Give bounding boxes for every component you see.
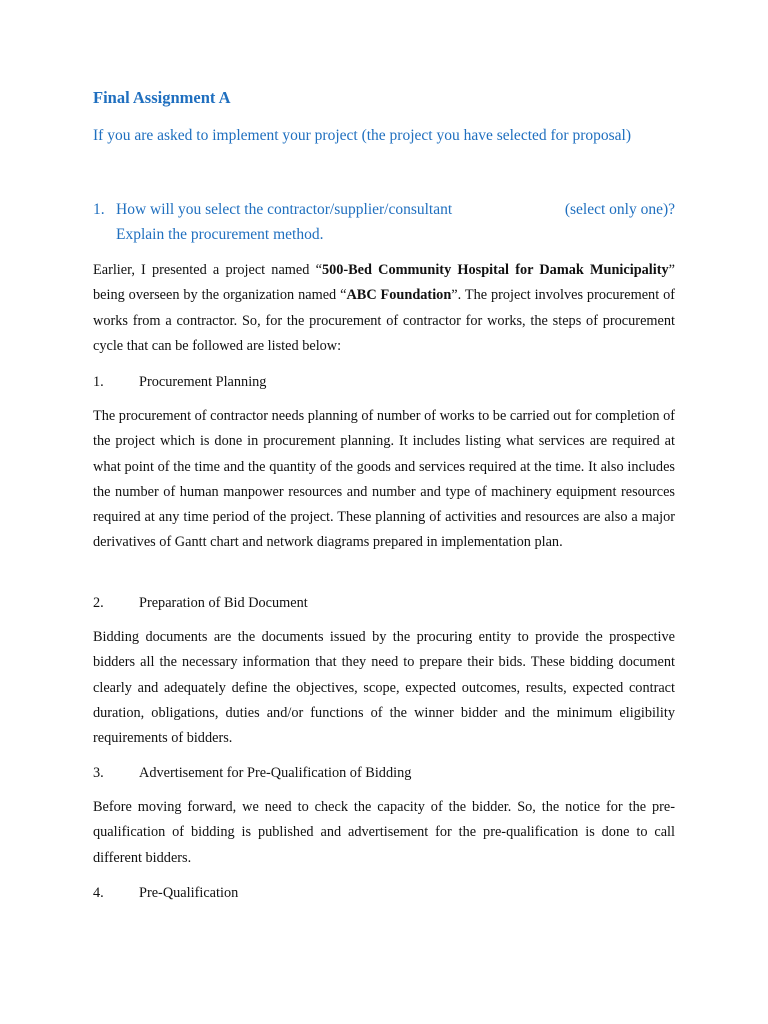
question-line-2: Explain the procurement method. xyxy=(116,226,324,243)
question-line-1-right: (select only one)? xyxy=(564,201,675,218)
step-number: 2. xyxy=(93,595,104,611)
step-heading-2 xyxy=(93,592,308,614)
step-title: Advertisement for Pre-Qualification of Bidding xyxy=(139,765,412,781)
step-heading-1 xyxy=(93,371,266,393)
intro-text-2: ” being overseen by the organization named “ xyxy=(93,262,676,304)
question-1 xyxy=(93,197,675,247)
step-body-3: Before moving forward, we need to check the capacity of the bidder. So, the notice for the pre-qualification of bidding is published and advertisement for the pre-qualification is done to call different bidders. xyxy=(93,799,675,866)
document-title: Final Assignment A xyxy=(93,88,231,107)
step-number: 1. xyxy=(93,374,104,390)
project-name: 500-Bed Community Hospital for Damak Municipality xyxy=(321,262,669,278)
intro-text-3: ”. The project involves procurement of works from a contractor. So, for the procurement of contractor for works, the steps of procurement cycle that can be followed are listed below: xyxy=(93,287,675,354)
step-title: Procurement Planning xyxy=(139,374,267,390)
intro-paragraph xyxy=(93,258,675,359)
question-line-1-left: How will you select the contractor/supplier/consultant xyxy=(116,201,453,218)
step-heading-3 xyxy=(93,762,411,784)
question-line-1 xyxy=(116,197,675,222)
step-number: 4. xyxy=(93,885,104,901)
question-text xyxy=(116,197,675,247)
document-subtitle: If you are asked to implement your project (the project you have selected for proposal) xyxy=(93,127,631,144)
step-heading-4 xyxy=(93,882,238,904)
step-number: 3. xyxy=(93,765,104,781)
step-body-1: The procurement of contractor needs planning of number of works to be carried out for completion of the project which is done in procurement planning. It includes listing what services are required at what point of the time and the quantity of the goods and services required at the time. It also includes the number of human manpower resources and number and type of machinery equipment resources required at any time period of the project. These planning of activities and resources are also a major derivatives of Gantt chart and network diagrams prepared in implementation plan. xyxy=(93,408,676,551)
intro-text-1: Earlier, I presented a project named “ xyxy=(93,262,322,278)
step-body-2: Bidding documents are the documents issued by the procuring entity to provide the prospective bidders all the necessary information that they need to prepare their bids. These bidding document clearly and adequately define the objectives, scope, expected outcomes, results, expected contract duration, obligations, duties and/or functions of the winner bidder and the minimum eligibility requirements of bidders. xyxy=(93,629,675,747)
organization-name: ABC Foundation xyxy=(346,287,452,304)
step-title: Preparation of Bid Document xyxy=(139,595,308,611)
step-title: Pre-Qualification xyxy=(139,885,239,901)
question-number: 1. xyxy=(93,201,105,218)
